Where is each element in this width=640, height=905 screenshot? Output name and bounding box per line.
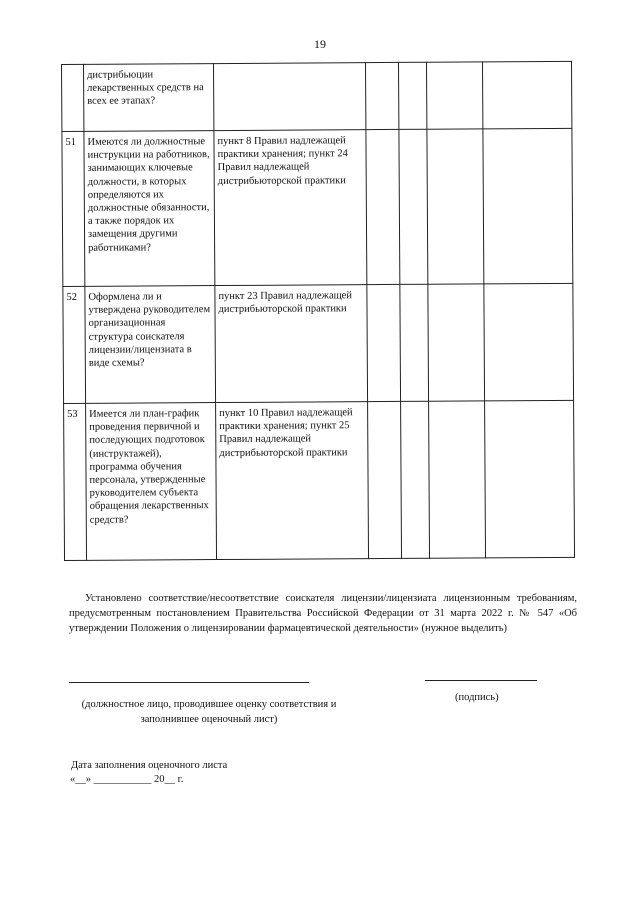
- not-applicable-cell[interactable]: [428, 284, 485, 401]
- answer-no-cell[interactable]: [401, 401, 430, 558]
- reference-cell: пункт 23 Правил надлежащей дистрибьюторской практики: [215, 285, 368, 403]
- notes-cell[interactable]: [484, 283, 574, 401]
- row-number: 53: [64, 403, 87, 560]
- row-number: [62, 64, 84, 131]
- table-row: [62, 128, 573, 286]
- checklist-table-container: [61, 61, 575, 561]
- table-row: [64, 400, 575, 560]
- row-number: 52: [63, 286, 86, 403]
- answer-no-cell[interactable]: [398, 62, 426, 129]
- question-cell: Имеется ли план-график проведения первичной и последующих подготовок (инструктажей), программа обучения персонала, утвержденные руководителем субъекта обращения лекарственных средств?: [86, 403, 217, 561]
- question-cell: Оформлена ли и утверждена руководителем организационная структура соискателя лицензии/лицензиата в виде схемы?: [85, 286, 216, 404]
- conclusion-paragraph: Установлено соответствие/несоответствие соискателя лицензии/лицензиата лицензионным требованиям, предусмотренным постановлением Правительства Российской Федерации от 31 марта 2022 г. № 547 «Об утверждении Положения о лицензировании фармацевтической деятельности» (нужное выделить): [69, 593, 577, 634]
- answer-yes-cell[interactable]: [367, 284, 401, 401]
- question-cell: дистрибьюции лекарственных средств на всех ее этапах?: [84, 64, 214, 132]
- official-caption: (должностное лицо, проводившее оценку соответствия и заполнившее оценочный лист): [81, 699, 337, 725]
- reference-cell: пункт 8 Правил надлежащей практики хранения; пункт 24 Правил надлежащей дистрибьюторской практики: [214, 130, 367, 286]
- table-row: [62, 61, 572, 131]
- question-cell: Имеются ли должностные инструкции на работников, занимающих ключевые должности, в которых определяются их должностные обязанности, а также порядок их замещения другими работниками?: [84, 131, 215, 287]
- date-label: Дата заполнения оценочного листа: [71, 760, 228, 771]
- signature-caption: (подпись): [455, 692, 499, 703]
- reference-cell: [214, 63, 366, 131]
- reference-cell: пункт 10 Правил надлежащей практики хранения; пункт 25 Правил надлежащей дистрибьюторской практики: [216, 402, 369, 560]
- date-fields: «__» ___________ 20__ г.: [70, 774, 184, 785]
- answer-yes-cell[interactable]: [368, 401, 402, 558]
- row-number: 51: [62, 131, 85, 286]
- page-number: 19: [314, 37, 326, 51]
- not-applicable-cell[interactable]: [429, 401, 486, 558]
- notes-cell[interactable]: [485, 400, 575, 558]
- notes-cell[interactable]: [482, 61, 571, 129]
- answer-yes-cell[interactable]: [365, 62, 398, 129]
- answer-no-cell[interactable]: [399, 129, 428, 284]
- table-row: [63, 283, 574, 403]
- official-signature-line: [69, 682, 309, 683]
- not-applicable-cell[interactable]: [426, 62, 482, 129]
- answer-yes-cell[interactable]: [366, 129, 400, 284]
- signature-line: [425, 680, 537, 681]
- notes-cell[interactable]: [483, 128, 573, 284]
- not-applicable-cell[interactable]: [427, 129, 484, 284]
- checklist-table: [61, 61, 575, 561]
- answer-no-cell[interactable]: [400, 284, 429, 401]
